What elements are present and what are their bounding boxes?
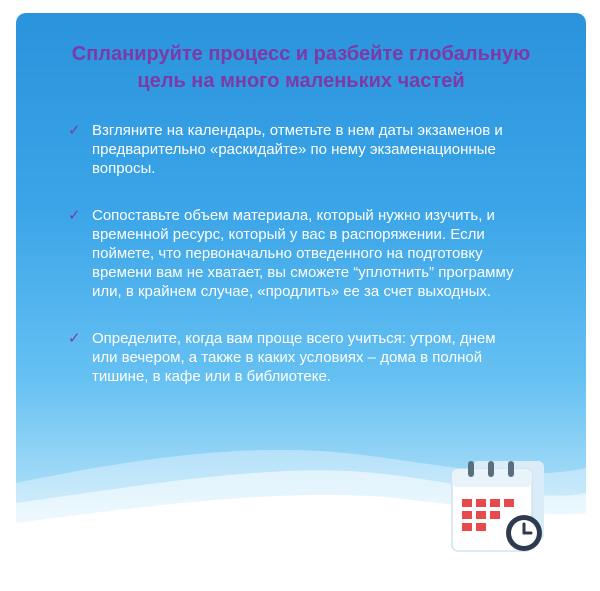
tip-text: Определите, когда вам проще всего учиться: утром, днем или вечером, а также в каких условиях – дома в полной тишине, в кафе или в библиотеке. xyxy=(92,330,496,385)
title-line-1: Спланируйте процесс и разбейте глобальную xyxy=(71,43,531,65)
check-icon: ✓ xyxy=(68,330,81,347)
check-icon: ✓ xyxy=(68,207,81,224)
title-line-2: цель на много маленьких частей xyxy=(137,70,465,92)
list-item xyxy=(70,206,520,301)
info-card xyxy=(16,13,586,578)
list-item xyxy=(70,329,520,386)
page-title xyxy=(16,41,586,95)
tip-text: Сопоставьте объем материала, который нужно изучить, и временной ресурс, который у вас в распоряжении. Если поймете, что первоначально отведенного на подготовку времени вам не хватает, вы сможете “уплотнить” программу или, в крайнем случае, «продлить» ее за счет выходных. xyxy=(92,207,514,300)
list-item xyxy=(70,121,520,178)
tip-text: Взгляните на календарь, отметьте в нем даты экзаменов и предварительно «раскидайте» по нему экзаменационные вопросы. xyxy=(92,122,503,177)
tips-list xyxy=(70,121,520,386)
check-icon: ✓ xyxy=(68,122,81,139)
calendar-clock-icon xyxy=(446,459,556,559)
